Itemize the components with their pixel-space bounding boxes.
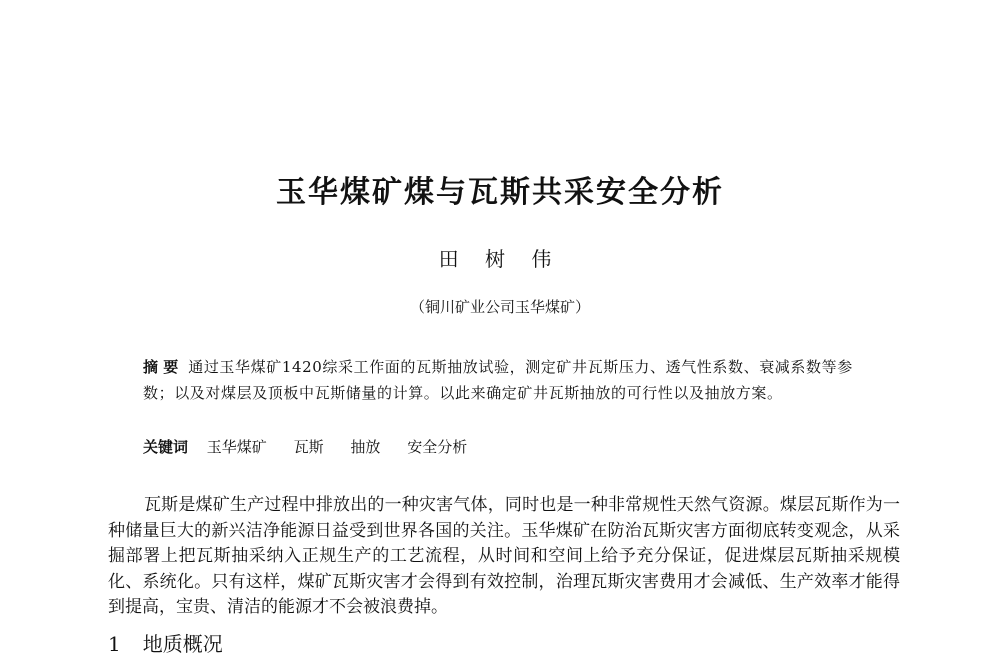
paper-title: 玉华煤矿煤与瓦斯共采安全分析 <box>276 175 724 210</box>
keyword-item: 安全分析 <box>407 438 468 456</box>
author-affiliation: （铜川矿业公司玉华煤矿） <box>409 298 590 316</box>
abstract <box>143 354 863 406</box>
body-paragraph: 瓦斯是煤矿生产过程中排放出的一种灾害气体，同时也是一种非常规性天然气资源。煤层瓦斯作为一种储量巨大的新兴洁净能源日益受到世界各国的关注。玉华煤矿在防治瓦斯灾害方面彻底转变观念，从采掘部署上把瓦斯抽采纳入正规生产的工艺流程，从时间和空间上给予充分保证，促进煤层瓦斯抽采规模化、系统化。只有这样，煤矿瓦斯灾害才会得到有效控制，治理瓦斯灾害费用才会减低、生产效率才能得到提高，宝贵、清洁的能源才不会被浪费掉。 <box>108 495 900 617</box>
section-number: 1 <box>108 632 121 656</box>
keyword-item: 瓦斯 <box>293 438 324 456</box>
section-heading <box>108 630 223 658</box>
section-title: 地质概况 <box>142 632 223 656</box>
abstract-text: 通过玉华煤矿1420综采工作面的瓦斯抽放试验，测定矿井瓦斯压力、透气性系数、衰减系数等参数；以及对煤层及顶板中瓦斯储量的计算。以此来确定矿井瓦斯抽放的可行性以及抽放方案。 <box>143 358 853 402</box>
keywords <box>143 435 489 459</box>
author-name: 田 树 伟 <box>438 247 562 271</box>
keyword-item: 玉华煤矿 <box>206 438 267 456</box>
abstract-label: 摘 要 <box>143 358 179 376</box>
keyword-item: 抽放 <box>350 438 381 456</box>
keywords-label: 关键词 <box>143 438 189 456</box>
